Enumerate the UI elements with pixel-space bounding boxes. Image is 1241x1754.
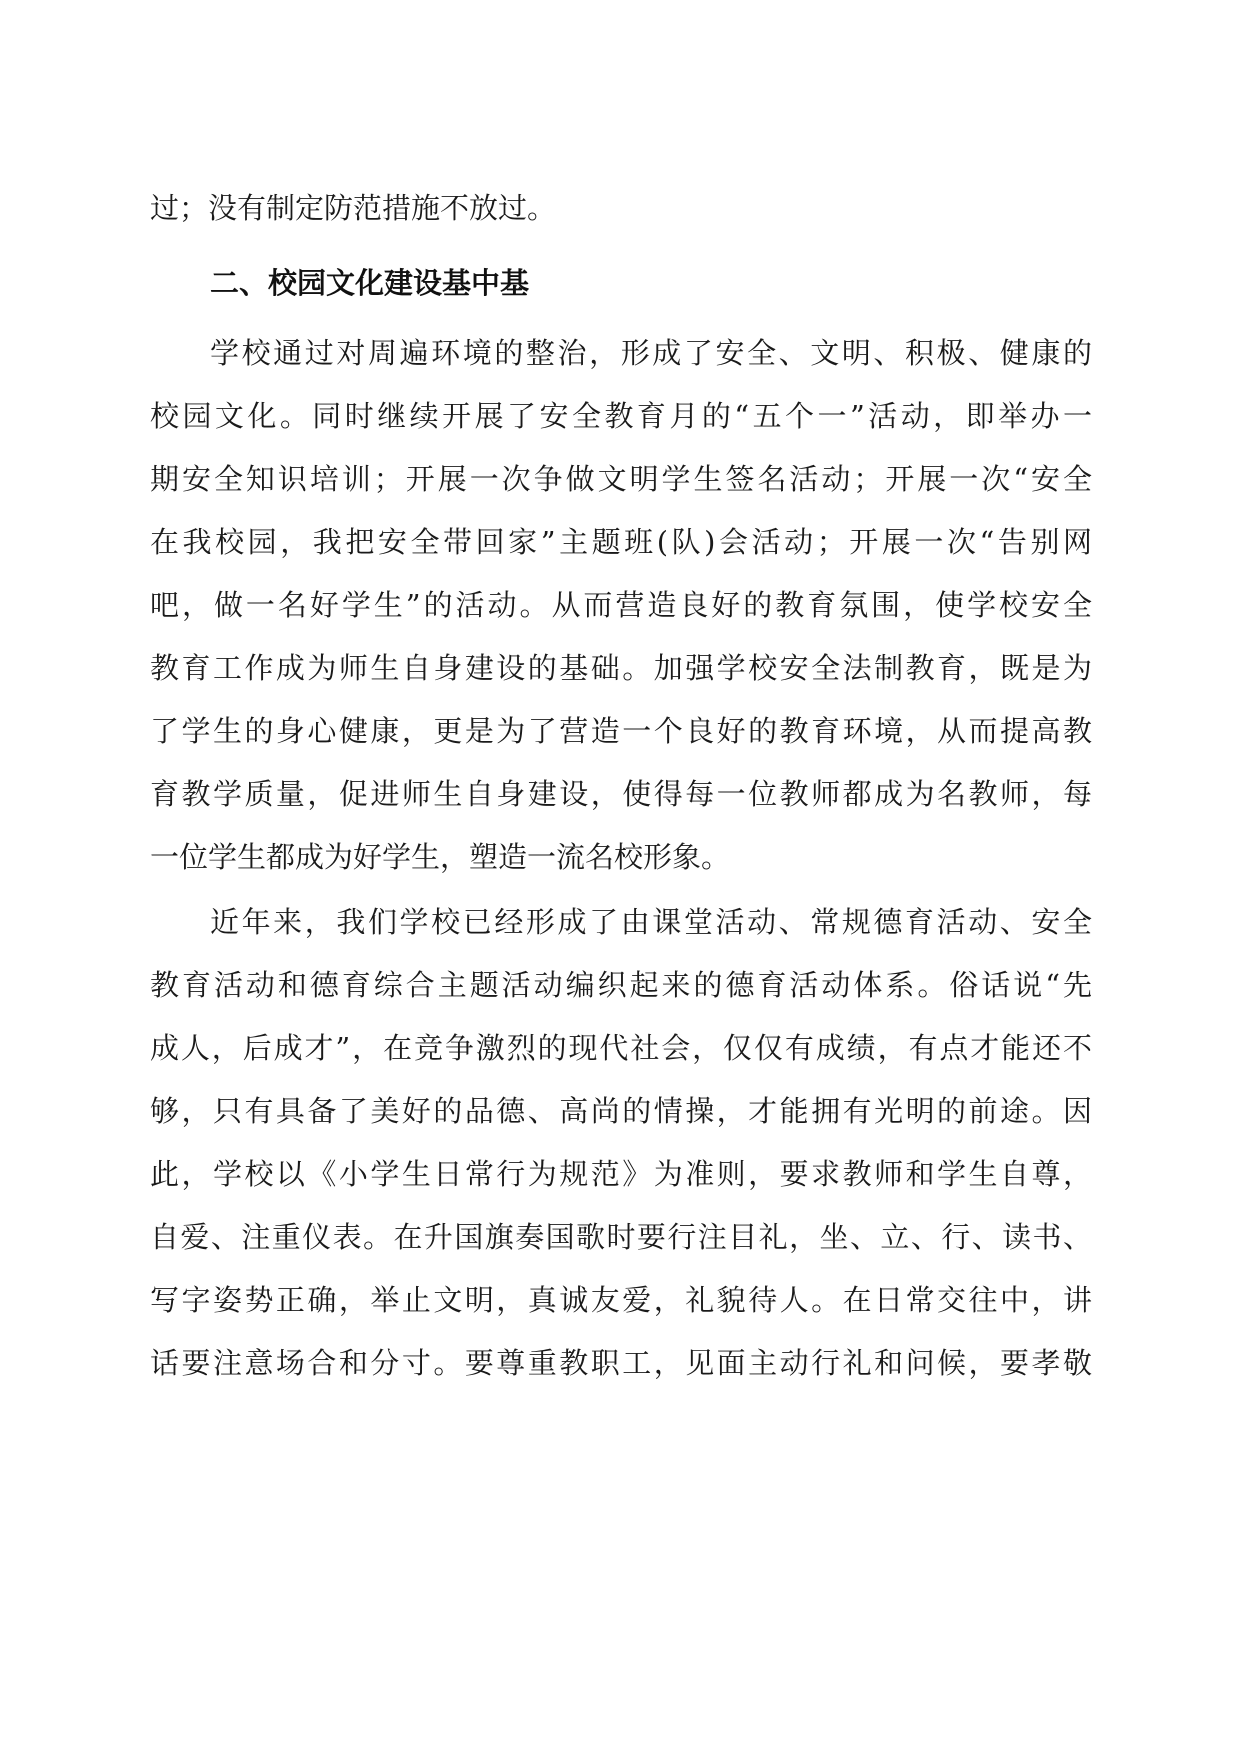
text-line: 够，只有具备了美好的品德、高尚的情操，才能拥有光明的前途。因: [150, 1094, 1092, 1128]
text-line: 教育活动和德育综合主题活动编织起来的德育活动体系。俗话说“先: [150, 968, 1092, 1002]
text-line: 育教学质量，促进师生自身建设，使得每一位教师都成为名教师，每: [150, 777, 1092, 811]
text-line: 了学生的身心健康，更是为了营造一个良好的教育环境，从而提高教: [150, 714, 1092, 748]
text-line: 教育工作成为师生自身建设的基础。加强学校安全法制教育，既是为: [150, 651, 1092, 685]
text-line: 校园文化。同时继续开展了安全教育月的“五个一”活动，即举办一: [150, 399, 1092, 433]
text-line: 一位学生都成为好学生，塑造一流名校形象。: [150, 840, 731, 874]
section-heading: 二、校园文化建设基中基: [210, 266, 530, 300]
text-line: 话要注意场合和分寸。要尊重教职工，见面主动行礼和问候，要孝敬: [150, 1346, 1092, 1380]
text-line: 在我校园，我把安全带回家”主题班(队)会活动；开展一次“告别网: [150, 525, 1092, 559]
text-line: 成人，后成才”，在竞争激烈的现代社会，仅仅有成绩，有点才能还不: [150, 1031, 1092, 1065]
text-line: 自爱、注重仪表。在升国旗奏国歌时要行注目礼，坐、立、行、读书、: [150, 1220, 1092, 1254]
text-line: 学校通过对周遍环境的整治，形成了安全、文明、积极、健康的: [210, 336, 1092, 370]
text-line: 近年来，我们学校已经形成了由课堂活动、常规德育活动、安全: [210, 905, 1092, 939]
text-line: 过；没有制定防范措施不放过。: [150, 191, 557, 225]
text-line: 吧，做一名好学生”的活动。从而营造良好的教育氛围，使学校安全: [150, 588, 1092, 622]
text-line: 期安全知识培训；开展一次争做文明学生签名活动；开展一次“安全: [150, 462, 1092, 496]
text-line: 此，学校以《小学生日常行为规范》为准则，要求教师和学生自尊，: [150, 1157, 1092, 1191]
text-line: 写字姿势正确，举止文明，真诚友爱，礼貌待人。在日常交往中，讲: [150, 1283, 1092, 1317]
